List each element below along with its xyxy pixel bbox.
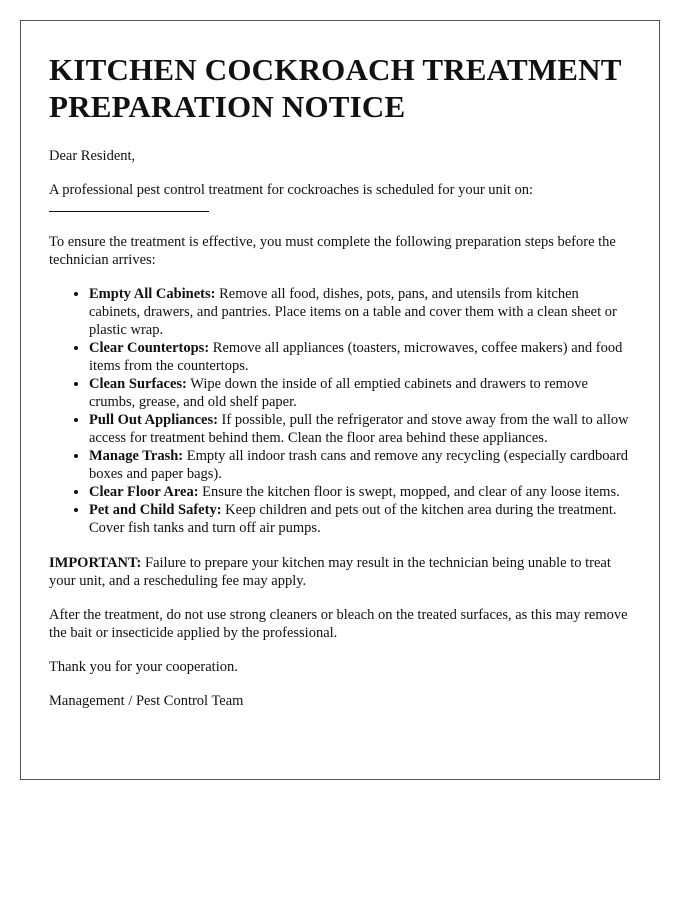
step-label: Clean Surfaces: bbox=[89, 376, 187, 392]
step-text: Ensure the kitchen floor is swept, mopped, and clear of any loose items. bbox=[198, 484, 620, 500]
thanks-text: Thank you for your cooperation. bbox=[49, 659, 238, 675]
important-text: Failure to prepare your kitchen may result in the technician being unable to treat your unit, and a rescheduling fee may apply. bbox=[49, 555, 611, 589]
notice-document bbox=[20, 20, 660, 780]
signature: Management / Pest Control Team bbox=[49, 693, 244, 709]
list-item bbox=[89, 339, 631, 375]
step-label: Clear Floor Area: bbox=[89, 484, 199, 500]
list-item bbox=[89, 375, 631, 411]
notice-title: KITCHEN COCKROACH TREATMENT PREPARATION NOTICE bbox=[49, 52, 622, 124]
list-item bbox=[89, 483, 631, 501]
greeting: Dear Resident, bbox=[49, 148, 136, 164]
important-notice bbox=[49, 554, 631, 590]
step-label: Clear Countertops: bbox=[89, 340, 210, 356]
step-label: Pet and Child Safety: bbox=[89, 502, 222, 518]
list-item bbox=[89, 501, 631, 537]
date-blank-line bbox=[49, 210, 209, 212]
step-label: Manage Trash: bbox=[89, 448, 184, 464]
step-text: Empty all indoor trash cans and remove any recycling (especially cardboard boxes and paper bags). bbox=[89, 448, 629, 482]
list-item bbox=[89, 447, 631, 483]
intro-text: To ensure the treatment is effective, you must complete the following preparation steps before the technician arrives: bbox=[49, 234, 616, 268]
after-treatment-text: After the treatment, do not use strong cleaners or bleach on the treated surfaces, as this may remove the bait or insecticide applied by the professional. bbox=[49, 607, 628, 641]
step-text: Keep children and pets out of the kitchen area during the treatment. Cover fish tanks and turn off air pumps. bbox=[89, 502, 617, 536]
important-label: IMPORTANT: bbox=[49, 555, 142, 571]
list-item bbox=[89, 285, 631, 339]
step-text: Wipe down the inside of all emptied cabinets and drawers to remove crumbs, grease, and old shelf paper. bbox=[89, 376, 588, 410]
step-text: Remove all appliances (toasters, microwaves, coffee makers) and food items from the countertops. bbox=[89, 340, 623, 374]
step-label: Empty All Cabinets: bbox=[89, 286, 216, 302]
step-text: Remove all food, dishes, pots, pans, and utensils from kitchen cabinets, drawers, and pantries. Place items on a table and cover them with a clean sheet or plastic wrap. bbox=[89, 286, 617, 338]
scheduled-text: A professional pest control treatment for cockroaches is scheduled for your unit on: bbox=[49, 182, 534, 198]
step-label: Pull Out Appliances: bbox=[89, 412, 218, 428]
list-item bbox=[89, 411, 631, 447]
preparation-steps-list bbox=[49, 285, 631, 537]
step-text: If possible, pull the refrigerator and stove away from the wall to allow access for treatment behind them. Clean the floor area behind these appliances. bbox=[89, 412, 629, 446]
